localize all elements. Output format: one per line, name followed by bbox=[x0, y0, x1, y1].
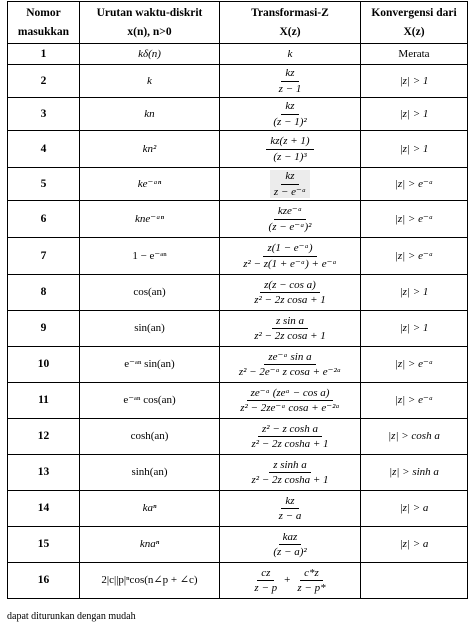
transform-cell bbox=[220, 347, 361, 383]
table-row bbox=[8, 311, 468, 347]
transform-fraction bbox=[250, 315, 330, 342]
transform-numerator: z(1 − e⁻ᵃ) bbox=[263, 242, 316, 256]
transform-fraction bbox=[250, 279, 330, 306]
table-row bbox=[8, 44, 468, 65]
transform-fraction bbox=[250, 567, 281, 594]
table-row bbox=[8, 65, 468, 98]
convergence-cell bbox=[361, 563, 468, 599]
table-row bbox=[8, 491, 468, 527]
sequence-cell: k bbox=[80, 65, 220, 98]
table-row bbox=[8, 98, 468, 131]
transform-denominator: z − p bbox=[254, 582, 278, 594]
convergence-cell: |z| > 1 bbox=[361, 65, 468, 98]
transform-cell bbox=[220, 491, 361, 527]
sequence-cell: kn bbox=[80, 98, 220, 131]
header-row bbox=[8, 2, 468, 44]
sequence-cell: cosh(an) bbox=[80, 419, 220, 455]
transform-fraction bbox=[239, 242, 341, 269]
transform-numerator: z² − z cosh a bbox=[258, 423, 322, 437]
sequence-cell: 2|c||p|ⁿcos(n∠p + ∠c) bbox=[80, 563, 220, 599]
convergence-cell: |z| > 1 bbox=[361, 311, 468, 347]
transform-denominator: z² − 2z cosa + 1 bbox=[254, 330, 326, 342]
transform-denominator: z² − 2ze⁻ᵃ cosa + e⁻²ᵃ bbox=[240, 402, 340, 414]
convergence-cell: |z| > 1 bbox=[361, 131, 468, 168]
table-row bbox=[8, 527, 468, 563]
header-sequence: Urutan waktu-diskrit x(n), n>0 bbox=[80, 2, 220, 44]
transform-fraction bbox=[235, 351, 345, 378]
input-number: 4 bbox=[8, 131, 80, 168]
transform-numerator: kz bbox=[281, 495, 298, 509]
sequence-cell: kaⁿ bbox=[80, 491, 220, 527]
transform-numerator: z sinh a bbox=[269, 459, 311, 473]
transform-fraction bbox=[265, 205, 316, 232]
input-number: 11 bbox=[8, 383, 80, 419]
transform-denominator: (z − e⁻ᵃ)² bbox=[268, 220, 312, 233]
transform-cell bbox=[220, 65, 361, 98]
input-number: 1 bbox=[8, 44, 80, 65]
transform-fraction bbox=[266, 135, 313, 162]
convergence-cell: |z| > sinh a bbox=[361, 455, 468, 491]
convergence-cell: |z| > a bbox=[361, 491, 468, 527]
transform-numerator: kz(z + 1) bbox=[266, 135, 313, 149]
transform-numerator: c*z bbox=[300, 567, 323, 581]
convergence-cell: |z| > 1 bbox=[361, 98, 468, 131]
transform-cell bbox=[220, 131, 361, 168]
input-number: 10 bbox=[8, 347, 80, 383]
input-number: 3 bbox=[8, 98, 80, 131]
transform-cell bbox=[220, 275, 361, 311]
transform-numerator: z sin a bbox=[272, 315, 308, 329]
transform-denominator: (z − a)² bbox=[273, 546, 307, 558]
sequence-cell: sin(an) bbox=[80, 311, 220, 347]
z-transform-table bbox=[7, 1, 468, 599]
transform-denominator: (z − 1)³ bbox=[273, 150, 307, 163]
transform-numerator: cz bbox=[257, 567, 274, 581]
transform-cell bbox=[220, 238, 361, 275]
plus-sign: + bbox=[284, 574, 291, 587]
transform-numerator: kaz bbox=[279, 531, 302, 545]
convergence-cell: |z| > cosh a bbox=[361, 419, 468, 455]
input-number: 2 bbox=[8, 65, 80, 98]
transform-denominator: z² − 2z cosha + 1 bbox=[251, 438, 329, 450]
transform-denominator: z − 1 bbox=[278, 82, 302, 95]
transform-cell bbox=[220, 168, 361, 201]
input-number: 16 bbox=[8, 563, 80, 599]
convergence-cell: |z| > e⁻ᵃ bbox=[361, 383, 468, 419]
table-row bbox=[8, 168, 468, 201]
transform-cell bbox=[220, 98, 361, 131]
transform-denominator: z² − 2z cosha + 1 bbox=[251, 474, 329, 486]
transform-value: k bbox=[287, 47, 293, 60]
transform-fraction bbox=[269, 531, 310, 558]
sequence-cell: kne⁻ᵃⁿ bbox=[80, 201, 220, 238]
convergence-cell: |z| > e⁻ᵃ bbox=[361, 238, 468, 275]
sequence-cell: kn² bbox=[80, 131, 220, 168]
header-transform: Transformasi-Z X(z) bbox=[220, 2, 361, 44]
table-row bbox=[8, 455, 468, 491]
transform-numerator: kze⁻ᵃ bbox=[274, 205, 306, 219]
transform-fraction bbox=[269, 100, 310, 127]
input-number: 5 bbox=[8, 168, 80, 201]
input-number: 14 bbox=[8, 491, 80, 527]
table-row bbox=[8, 347, 468, 383]
transform-cell bbox=[220, 419, 361, 455]
input-number: 6 bbox=[8, 201, 80, 238]
transform-cell bbox=[220, 383, 361, 419]
transform-cell bbox=[220, 201, 361, 238]
table-row bbox=[8, 275, 468, 311]
convergence-cell: Merata bbox=[361, 44, 468, 65]
input-number: 15 bbox=[8, 527, 80, 563]
input-number: 13 bbox=[8, 455, 80, 491]
sequence-cell: e⁻ᵃⁿ sin(an) bbox=[80, 347, 220, 383]
input-number: 8 bbox=[8, 275, 80, 311]
transform-denominator: z² − 2z cosa + 1 bbox=[254, 294, 326, 306]
convergence-cell: |z| > 1 bbox=[361, 275, 468, 311]
transform-cell bbox=[220, 311, 361, 347]
transform-fraction bbox=[236, 387, 344, 414]
transform-cell bbox=[220, 527, 361, 563]
table-row bbox=[8, 419, 468, 455]
transform-fraction bbox=[275, 495, 306, 522]
transform-fraction bbox=[247, 459, 332, 486]
convergence-cell: |z| > e⁻ᵃ bbox=[361, 347, 468, 383]
footer-text: dapat diturunkan dengan mudah bbox=[7, 611, 136, 622]
header-convergence: Konvergensi dari X(z) bbox=[361, 2, 468, 44]
table-row bbox=[8, 131, 468, 168]
sequence-cell: knaⁿ bbox=[80, 527, 220, 563]
transform-denominator: z² − z(1 + e⁻ᵃ) + e⁻ᵃ bbox=[243, 257, 337, 270]
transform-numerator: kz bbox=[281, 170, 298, 184]
transform-numerator: ze⁻ᵃ (zeᵃ − cos a) bbox=[247, 387, 334, 401]
convergence-cell: |z| > a bbox=[361, 527, 468, 563]
transform-fraction bbox=[270, 170, 310, 197]
header-input-number: Nomor masukkan bbox=[8, 2, 80, 44]
table-row bbox=[8, 201, 468, 238]
transform-numerator: ze⁻ᵃ sin a bbox=[264, 351, 315, 365]
transform-fraction bbox=[247, 423, 332, 450]
sequence-cell: e⁻ᵃⁿ cos(an) bbox=[80, 383, 220, 419]
input-number: 9 bbox=[8, 311, 80, 347]
sequence-cell: 1 − e⁻ᵃⁿ bbox=[80, 238, 220, 275]
convergence-cell: |z| > e⁻ᵃ bbox=[361, 201, 468, 238]
table-row bbox=[8, 383, 468, 419]
transform-cell bbox=[220, 563, 361, 599]
transform-denominator: (z − 1)² bbox=[273, 115, 307, 128]
transform-denominator: z − p* bbox=[297, 582, 326, 594]
transform-cell bbox=[220, 455, 361, 491]
transform-numerator: z(z − cos a) bbox=[260, 279, 320, 293]
transform-denominator: z − e⁻ᵃ bbox=[273, 185, 307, 198]
sequence-cell: sinh(an) bbox=[80, 455, 220, 491]
sequence-cell: cos(an) bbox=[80, 275, 220, 311]
input-number: 12 bbox=[8, 419, 80, 455]
transform-numerator: kz bbox=[281, 100, 298, 114]
table-row bbox=[8, 563, 468, 599]
convergence-cell: |z| > e⁻ᵃ bbox=[361, 168, 468, 201]
transform-numerator: kz bbox=[281, 67, 298, 81]
transform-denominator: z² − 2e⁻ᵃ z cosa + e⁻²ᵃ bbox=[238, 366, 342, 378]
table-row bbox=[8, 238, 468, 275]
sequence-cell: kδ(n) bbox=[80, 44, 220, 65]
sequence-cell: ke⁻ᵃⁿ bbox=[80, 168, 220, 201]
transform-fraction bbox=[293, 567, 329, 594]
transform-fraction bbox=[275, 67, 306, 94]
transform-cell bbox=[220, 44, 361, 65]
input-number: 7 bbox=[8, 238, 80, 275]
transform-denominator: z − a bbox=[278, 510, 302, 522]
